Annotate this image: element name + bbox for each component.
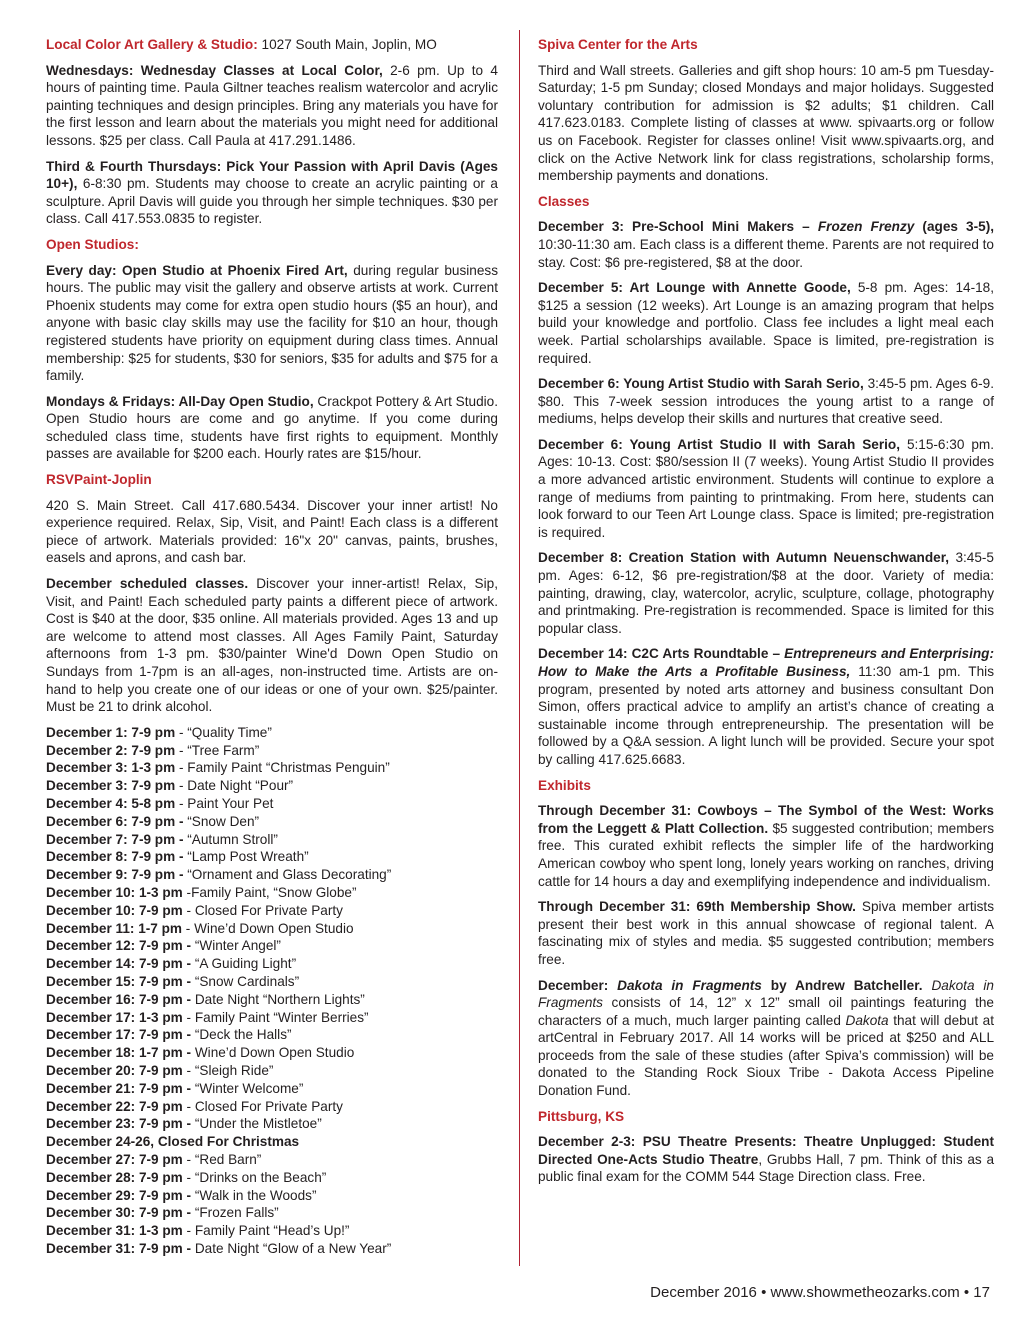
- list-item: December 17: 1-3 pm - Family Paint “Winter Berries”: [46, 1009, 369, 1025]
- pittsburg-theatre: December 2-3: PSU Theatre Presents: Theatre Unplugged: Student Directed One-Acts Studio Theatre, Grubbs Hall, 7 pm. Think of this as a public final exam for the COMM 544 Stage Direction class. Free.: [538, 1134, 995, 1185]
- local-color-thursdays: Third & Fourth Thursdays: Pick Your Passion with April Davis (Ages 10+), 6-8:30 pm. Students may choose to create an acrylic painting or a sculpture. April Davis will guide you through her simple techniques. $30 per class. Call 417.553.0835 to register.: [46, 158, 498, 227]
- class-creation-station: December 8: Creation Station with Autumn Neuenschwander, 3:45-5 pm. Ages: 6-12, $6 pre-registration/$8 at the door. Variety of media: painting, drawing, clay, watercolor, acrylic, sculpture, collage, photography and printmaking. Pre-registration is recommended. Space is limited for this popular class.: [538, 550, 994, 636]
- list-item: December 11: 1-7 pm - Wine’d Down Open Studio: [46, 920, 354, 936]
- rsvpaint-classes: December scheduled classes. Discover your inner-artist! Relax, Sip, Visit, and Paint! Each scheduled party paints a different piece of artwork. Cost is $40 at the door, $35 online. All materials provided. Ages 13 and up are welcome to attend most classes. All Ages Family Paint, Saturday afternoons from 1-3 pm. $30/painter Wine'd Down Open Studio on Sundays from 1-7pm is an all-ages, non-instructed time. Artists are on-hand to help you create one of our ideas or one of your own. $25/painter. Must be 21 to drink alcohol.: [46, 576, 498, 715]
- list-item: December 14: 7-9 pm - “A Guiding Light”: [46, 956, 297, 972]
- list-item: December 30: 7-9 pm - “Frozen Falls”: [46, 1205, 279, 1221]
- exhibit-cowboys: Through December 31: Cowboys – The Symbol of the West: Works from the Leggett & Platt Collection. $5 suggested contribution; members free. This curated exhibit reflects the simpler life of the hardworking American cowboy who spent long, lonely years working on ranches, driving cattle for 14 hours a day and exemplifying independence and individualism.: [538, 803, 994, 889]
- class-art-lounge: December 5: Art Lounge with Annette Goode, 5-8 pm. Ages: 14-18, $125 a session (12 weeks). Art Lounge is an amazing program that helps build your knowledge and portfolio. Class fee includes a light meal each week. Partial scholarships available. Space is limited, pre-registration is required.: [538, 280, 994, 366]
- list-item: December 9: 7-9 pm - “Ornament and Glass Decorating”: [46, 867, 392, 883]
- pittsburg-heading: Pittsburg, KS: [538, 1108, 625, 1124]
- list-item: December 18: 1-7 pm - Wine’d Down Open Studio: [46, 1045, 355, 1061]
- list-item: December 1: 7-9 pm - “Quality Time”: [46, 724, 272, 740]
- list-item: December 28: 7-9 pm - “Drinks on the Beach”: [46, 1169, 327, 1185]
- list-item: December 6: 7-9 pm - “Snow Den”: [46, 813, 260, 829]
- list-item: December 8: 7-9 pm - “Lamp Post Wreath”: [46, 849, 309, 865]
- list-item: December 4: 5-8 pm - Paint Your Pet: [46, 795, 274, 811]
- open-studios-phoenix: Every day: Open Studio at Phoenix Fired Art, during regular business hours. The public may visit the gallery and observe artists at work. Current Phoenix students may come for extra open studio hours ($5 an hour), and anyone with basic clay skills may use the facility for $10 an hour, though registered students have priority on equipment during class times. Annual membership: $25 for students, $30 for seniors, $35 for adults and $75 for a family.: [46, 262, 498, 384]
- list-item: December 27: 7-9 pm - “Red Barn”: [46, 1151, 262, 1167]
- left-column: [46, 36, 498, 1258]
- local-color-title: Local Color Art Gallery & Studio:: [46, 37, 258, 52]
- list-item: December 3: 1-3 pm - Family Paint “Christmas Penguin”: [46, 760, 390, 776]
- list-item: December 15: 7-9 pm - “Snow Cardinals”: [46, 973, 300, 989]
- list-item: December 21: 7-9 pm - “Winter Welcome”: [46, 1080, 304, 1096]
- spiva-info: Third and Wall streets. Galleries and gift shop hours: 10 am-5 pm Tuesday-Saturday; 1-5 pm Sunday; closed Mondays and major holidays. Suggested voluntary contribution for admission is $2 adults; $1 children. Call 417.623.0183. Complete listing of classes at www. spivaarts.org or follow us on Facebook. Register for classes online! Visit www.spivaarts.org, and click on the Active Network link for class registrations, scholarship forms, membership payments and donations.: [538, 62, 994, 184]
- class-young-artist: December 6: Young Artist Studio with Sarah Serio, 3:45-5 pm. Ages 6-9. $80. This 7-week session introduces the young artist to a range of mediums, helps develop their skills and nurtures that creative seed.: [538, 376, 994, 427]
- rsvpaint-heading: RSVPaint-Joplin: [46, 472, 152, 488]
- list-item: December 10: 7-9 pm - Closed For Private Party: [46, 902, 343, 918]
- rsvpaint-intro: 420 S. Main Street. Call 417.680.5434. Discover your inner artist! No experience required. Relax, Sip, Visit, and Paint! Each class is a different piece of artwork. Materials provided: 16"x 20" canvas, paints, brushes, easels and aprons, and cash bar.: [46, 497, 498, 566]
- open-studios-heading: Open Studios:: [46, 236, 139, 252]
- local-color-wednesdays: Wednesdays: Wednesday Classes at Local Color, 2-6 pm. Up to 4 hours of painting time. Paula Giltner teaches realism watercolor and acrylic painting techniques and design principles. Bring any materials you have for the first lesson and learn about the materials you might need for additional lessons. $25 per class. Call Paula at 417.291.1486.: [46, 62, 498, 148]
- list-item: December 17: 7-9 pm - “Deck the Halls”: [46, 1027, 292, 1043]
- list-item: December 12: 7-9 pm - “Winter Angel”: [46, 938, 281, 954]
- class-young-artist-ii: December 6: Young Artist Studio II with Sarah Serio, 5:15-6:30 pm. Ages: 10-13. Cost: $80/session II (7 weeks). Young Artist Studio II provides a more advanced artistic environment. Students will continue to explore a range of mediums from painting to printmaking. From here, students can look forward to our Teen Art Lounge class. Space is limited; pre-registration is required.: [538, 436, 994, 540]
- spiva-heading: Spiva Center for the Arts: [538, 37, 698, 52]
- page-footer: December 2016 • www.showmetheozarks.com • 17: [650, 1284, 990, 1301]
- list-item: December 23: 7-9 pm - “Under the Mistletoe”: [46, 1116, 322, 1132]
- rsvpaint-schedule: [46, 724, 498, 1258]
- list-item: December 22: 7-9 pm - Closed For Private Party: [46, 1098, 343, 1114]
- list-item: December 7: 7-9 pm - “Autumn Stroll”: [46, 831, 278, 847]
- right-column: [538, 36, 994, 1194]
- list-item: December 3: 7-9 pm - Date Night “Pour”: [46, 778, 294, 794]
- class-c2c-roundtable: December 14: C2C Arts Roundtable – Entrepreneurs and Enterprising: How to Make the Arts a Profitable Business, 11:30 am-1 pm. This program, presented by noted arts attorney and business consultant Don Simon, offers practical advice to amplify an artist’s chance of creating a sustainable income through entrepreneurship. The presentation will be followed by a Q&A session. A light lunch will be provided. Secure your spot by calling 417.625.6683.: [538, 646, 994, 767]
- classes-heading: Classes: [538, 193, 590, 209]
- list-item: December 29: 7-9 pm - “Walk in the Woods”: [46, 1187, 317, 1203]
- open-studios-crackpot: Mondays & Fridays: All-Day Open Studio, Crackpot Pottery & Art Studio. Open Studio hours are come and go anytime. If you come during scheduled class time, students have first rights to equipment. Monthly passes are available for $200 each. Hourly rates are $15/hour.: [46, 393, 498, 462]
- list-item: December 10: 1-3 pm -Family Paint, “Snow Globe”: [46, 884, 357, 900]
- list-item: December 31: 7-9 pm - Date Night “Glow of a New Year”: [46, 1240, 392, 1256]
- list-item: December 16: 7-9 pm - Date Night “Northern Lights”: [46, 991, 365, 1007]
- list-item: December 31: 1-3 pm - Family Paint “Head’s Up!”: [46, 1223, 350, 1239]
- local-color-intro: Local Color Art Gallery & Studio: 1027 South Main, Joplin, MO: [46, 37, 437, 52]
- exhibit-dakota: December: Dakota in Fragments by Andrew Batcheller. Dakota in Fragments consists of 14, 12” x 12” small oil paintings featuring the characters of a much, much larger painting called Dakota that will debut at artCentral in February 2017. All 14 works will be priced at $250 and ALL proceeds from the sale of these studies (after Spiva’s commission) will be donated to the Standing Rock Sioux Tribe - Dakota Access Pipeline Donation Fund.: [538, 977, 994, 1099]
- class-mini-makers: December 3: Pre-School Mini Makers – Frozen Frenzy (ages 3-5), 10:30-11:30 am. Each class is a different theme. Parents are not required to stay. Cost: $6 pre-registered, $8 at the door.: [538, 219, 995, 270]
- exhibits-heading: Exhibits: [538, 777, 591, 793]
- list-item: December 20: 7-9 pm - “Sleigh Ride”: [46, 1062, 274, 1078]
- column-divider: [519, 30, 520, 1266]
- exhibit-membership-show: Through December 31: 69th Membership Show. Spiva member artists present their best work in this annual showcase of regional talent. A fascinating mix of styles and media. $5 suggested contribution; members free.: [538, 899, 994, 967]
- list-item: December 24-26, Closed For Christmas: [46, 1134, 300, 1150]
- list-item: December 2: 7-9 pm - “Tree Farm”: [46, 742, 260, 758]
